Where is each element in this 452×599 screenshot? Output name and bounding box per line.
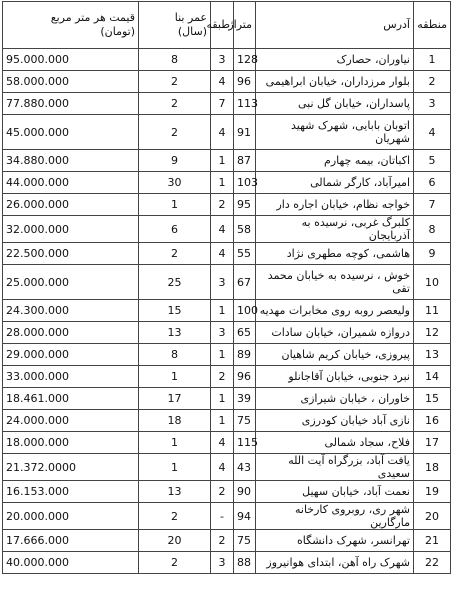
housing-price-table-container (2, 1, 451, 574)
cell-area: 39 (234, 388, 256, 410)
cell-price: 25.000.000 (3, 265, 139, 300)
cell-floor: 2 (211, 194, 234, 216)
cell-floor: 3 (211, 322, 234, 344)
cell-floor: 2 (211, 530, 234, 552)
cell-area: 96 (234, 71, 256, 93)
cell-price: 95.000.000 (3, 49, 139, 71)
cell-price: 16.153.000 (3, 481, 139, 503)
table-row (3, 194, 451, 216)
cell-address: یافت آباد، بزرگراه آیت الله سعیدی (256, 454, 414, 481)
table-row (3, 344, 451, 366)
cell-region: 13 (414, 344, 451, 366)
cell-price: 44.000.000 (3, 172, 139, 194)
cell-address: کلبرگ غربی، نرسیده به آذربایجان (256, 216, 414, 243)
header-price (3, 2, 139, 49)
cell-age: 18 (139, 410, 211, 432)
header-age-line2: (سال) (177, 25, 207, 38)
cell-area: 55 (234, 243, 256, 265)
cell-floor: 1 (211, 344, 234, 366)
cell-region: 1 (414, 49, 451, 71)
cell-floor: 1 (211, 150, 234, 172)
cell-price: 77.880.000 (3, 93, 139, 115)
table-row (3, 93, 451, 115)
cell-price: 45.000.000 (3, 115, 139, 150)
cell-price: 17.666.000 (3, 530, 139, 552)
cell-floor: 1 (211, 300, 234, 322)
cell-age: 2 (139, 552, 211, 574)
cell-address: فلاح، سجاد شمالی (256, 432, 414, 454)
cell-region: 22 (414, 552, 451, 574)
cell-address: نیاوران، حصارک (256, 49, 414, 71)
cell-region: 21 (414, 530, 451, 552)
table-row (3, 481, 451, 503)
cell-area: 95 (234, 194, 256, 216)
cell-area: 91 (234, 115, 256, 150)
cell-area: 113 (234, 93, 256, 115)
cell-price: 28.000.000 (3, 322, 139, 344)
cell-region: 3 (414, 93, 451, 115)
table-row (3, 300, 451, 322)
cell-address: نبرد جنوبی، خیابان آقاجانلو (256, 366, 414, 388)
header-price-line1: قیمت هر متر مربع (50, 11, 135, 24)
table-row (3, 216, 451, 243)
cell-floor: 1 (211, 172, 234, 194)
cell-age: 1 (139, 194, 211, 216)
cell-area: 87 (234, 150, 256, 172)
cell-age: 2 (139, 503, 211, 530)
cell-age: 6 (139, 216, 211, 243)
cell-area: 115 (234, 432, 256, 454)
header-price-line2: (تومان) (100, 25, 135, 38)
cell-floor: 3 (211, 265, 234, 300)
table-row (3, 265, 451, 300)
cell-address: امیرآباد، کارگر شمالی (256, 172, 414, 194)
table-row (3, 388, 451, 410)
cell-floor: 4 (211, 71, 234, 93)
housing-price-table (2, 1, 451, 574)
table-row (3, 503, 451, 530)
cell-age: 1 (139, 432, 211, 454)
table-row (3, 366, 451, 388)
cell-age: 20 (139, 530, 211, 552)
cell-price: 24.300.000 (3, 300, 139, 322)
cell-price: 20.000.000 (3, 503, 139, 530)
cell-address: شهر ری، روبروی کارخانه مارگارین (256, 503, 414, 530)
cell-address: تهرانسر، شهرک دانشگاه (256, 530, 414, 552)
header-age-line1: عمر بنا (174, 11, 207, 24)
cell-age: 13 (139, 322, 211, 344)
cell-price: 26.000.000 (3, 194, 139, 216)
cell-region: 4 (414, 115, 451, 150)
cell-address: خاوران ، خیابان شیرازی (256, 388, 414, 410)
cell-area: 94 (234, 503, 256, 530)
cell-region: 10 (414, 265, 451, 300)
cell-area: 67 (234, 265, 256, 300)
cell-age: 2 (139, 115, 211, 150)
cell-floor: 4 (211, 454, 234, 481)
cell-floor: 2 (211, 366, 234, 388)
cell-age: 1 (139, 454, 211, 481)
cell-region: 17 (414, 432, 451, 454)
header-address: آدرس (256, 2, 414, 49)
cell-address: پیروزی، خیابان کریم شاهیان (256, 344, 414, 366)
table-row (3, 49, 451, 71)
cell-age: 25 (139, 265, 211, 300)
cell-price: 18.461.000 (3, 388, 139, 410)
table-row (3, 530, 451, 552)
cell-region: 12 (414, 322, 451, 344)
table-header-row (3, 2, 451, 49)
cell-price: 32.000.000 (3, 216, 139, 243)
cell-area: 89 (234, 344, 256, 366)
cell-price: 58.000.000 (3, 71, 139, 93)
cell-age: 15 (139, 300, 211, 322)
cell-region: 19 (414, 481, 451, 503)
cell-address: هاشمی، کوچه مطهری نژاد (256, 243, 414, 265)
table-row (3, 115, 451, 150)
cell-age: 8 (139, 49, 211, 71)
cell-floor: 1 (211, 388, 234, 410)
cell-floor: 4 (211, 432, 234, 454)
cell-price: 29.000.000 (3, 344, 139, 366)
header-region: منطقه (414, 2, 451, 49)
cell-address: شهرک راه آهن، ابتدای هوانیروز (256, 552, 414, 574)
cell-age: 9 (139, 150, 211, 172)
cell-region: 11 (414, 300, 451, 322)
cell-age: 1 (139, 366, 211, 388)
cell-floor: - (211, 503, 234, 530)
cell-floor: 1 (211, 410, 234, 432)
cell-region: 20 (414, 503, 451, 530)
header-area: متراژ (234, 2, 256, 49)
cell-area: 75 (234, 530, 256, 552)
cell-age: 2 (139, 71, 211, 93)
cell-price: 21.372.0000 (3, 454, 139, 481)
cell-area: 65 (234, 322, 256, 344)
table-row (3, 71, 451, 93)
cell-price: 34.880.000 (3, 150, 139, 172)
cell-floor: 3 (211, 552, 234, 574)
cell-address: نعمت آباد، خیابان سهیل (256, 481, 414, 503)
cell-address: خواجه نظام، خیابان اجاره دار (256, 194, 414, 216)
cell-area: 75 (234, 410, 256, 432)
cell-age: 8 (139, 344, 211, 366)
cell-price: 40.000.000 (3, 552, 139, 574)
cell-price: 18.000.000 (3, 432, 139, 454)
table-row (3, 410, 451, 432)
cell-address: اکباتان، بیمه چهارم (256, 150, 414, 172)
cell-price: 24.000.000 (3, 410, 139, 432)
cell-age: 2 (139, 93, 211, 115)
cell-age: 17 (139, 388, 211, 410)
cell-region: 2 (414, 71, 451, 93)
table-row (3, 172, 451, 194)
cell-area: 43 (234, 454, 256, 481)
cell-floor: 3 (211, 49, 234, 71)
cell-region: 14 (414, 366, 451, 388)
cell-floor: 4 (211, 216, 234, 243)
table-row (3, 322, 451, 344)
cell-region: 9 (414, 243, 451, 265)
table-row (3, 150, 451, 172)
cell-floor: 2 (211, 481, 234, 503)
cell-floor: 7 (211, 93, 234, 115)
cell-floor: 4 (211, 115, 234, 150)
cell-region: 7 (414, 194, 451, 216)
table-row (3, 243, 451, 265)
cell-price: 33.000.000 (3, 366, 139, 388)
cell-area: 128 (234, 49, 256, 71)
cell-area: 96 (234, 366, 256, 388)
cell-area: 88 (234, 552, 256, 574)
cell-area: 100 (234, 300, 256, 322)
table-body (3, 49, 451, 574)
cell-region: 8 (414, 216, 451, 243)
cell-region: 15 (414, 388, 451, 410)
cell-floor: 4 (211, 243, 234, 265)
cell-address: پاسداران، خیابان گل نبی (256, 93, 414, 115)
cell-area: 103 (234, 172, 256, 194)
cell-address: نازی آباد خیابان کودرزی (256, 410, 414, 432)
cell-region: 5 (414, 150, 451, 172)
cell-address: خوش ، نرسیده به خیابان محمد تقی (256, 265, 414, 300)
header-age (139, 2, 211, 49)
table-row (3, 552, 451, 574)
cell-age: 13 (139, 481, 211, 503)
cell-age: 2 (139, 243, 211, 265)
cell-region: 16 (414, 410, 451, 432)
cell-area: 90 (234, 481, 256, 503)
cell-address: بلوار مرزداران، خیابان ابراهیمی (256, 71, 414, 93)
cell-address: اتوبان بابایی، شهرک شهید شهریان (256, 115, 414, 150)
cell-age: 30 (139, 172, 211, 194)
cell-region: 6 (414, 172, 451, 194)
cell-address: دروازه شمیران، خیابان سادات (256, 322, 414, 344)
cell-region: 18 (414, 454, 451, 481)
table-row (3, 432, 451, 454)
table-row (3, 454, 451, 481)
cell-area: 58 (234, 216, 256, 243)
cell-address: ولیعصر روبه روی مخابرات مهدیه (256, 300, 414, 322)
cell-price: 22.500.000 (3, 243, 139, 265)
header-floor: طبقه (211, 2, 234, 49)
